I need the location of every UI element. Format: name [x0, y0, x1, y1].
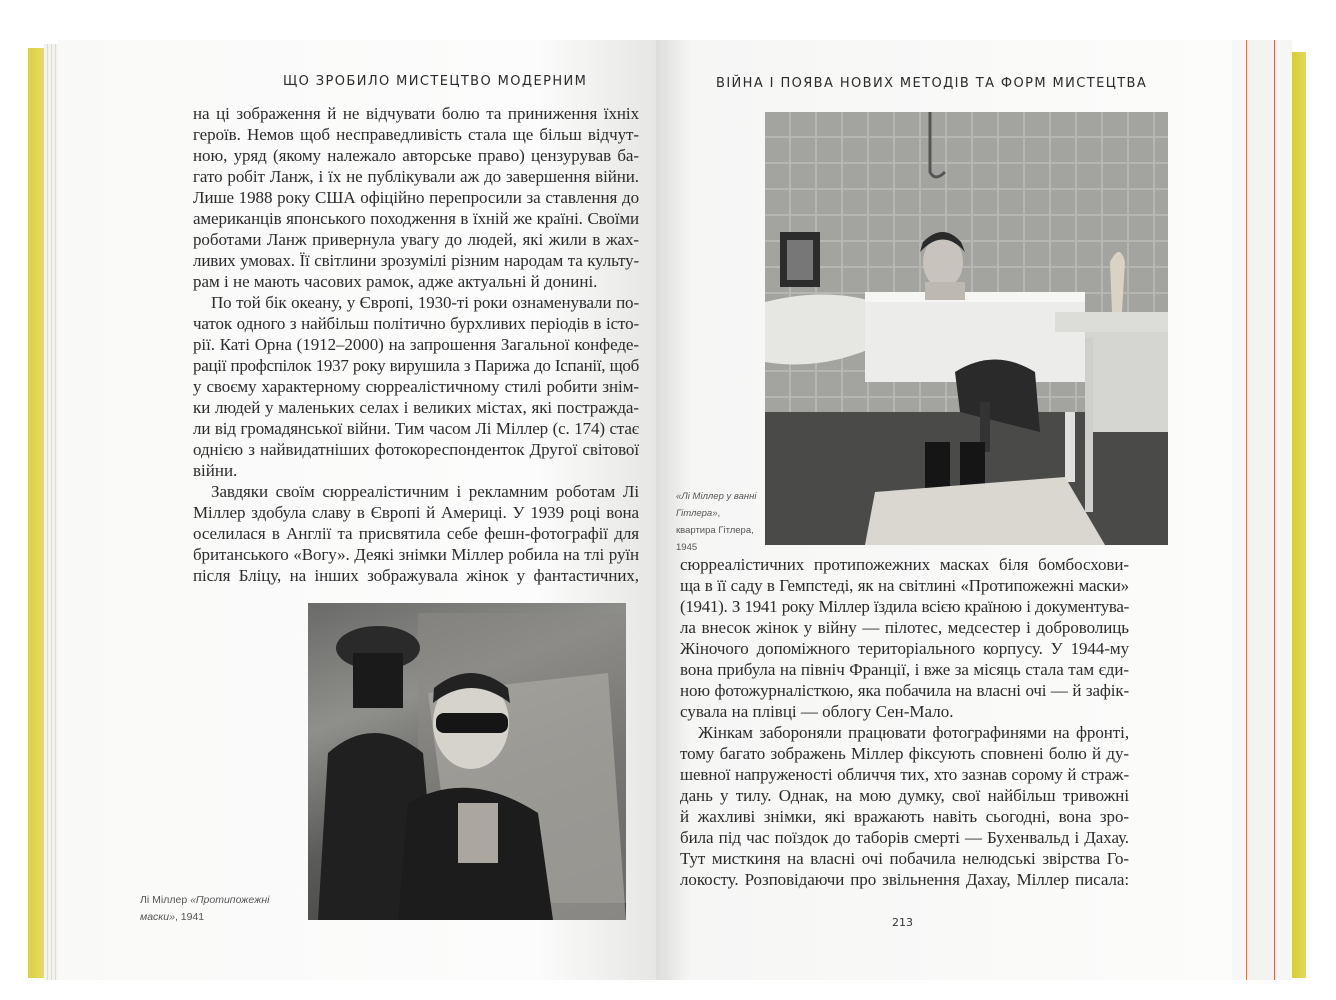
- text-line: на ці зображення й не відчувати болю та приниження їхніх: [193, 104, 639, 123]
- text-line: роботами Ланж привернула увагу до людей, які жили в жах-: [193, 230, 639, 249]
- text-line: війни.: [193, 461, 238, 480]
- text-line: Міллер здобула славу в Європі й Америці. У 1939 році вона: [193, 503, 639, 522]
- photo-bathtub-illustration: [765, 112, 1168, 545]
- text-line: героїв. Немов щоб несправедливість стала ще більш відчут-: [193, 125, 639, 144]
- text-line: ливих умовах. Її світлини зрозумілі різним народам та культу-: [193, 251, 639, 270]
- text-line: рії. Каті Орна (1912–2000) на запрошення Загальної конфеде-: [193, 335, 639, 354]
- text-line: ла внесок жінок у війну — пілотес, медсестер і доброволиць: [680, 618, 1129, 637]
- text-line: ли від громадянської війни. Тим часом Лі Міллер (с. 174) стає: [193, 419, 639, 438]
- text-line: гато робіт Ланж, і їх не публікували аж до завершення війни.: [193, 167, 639, 186]
- caption-year: , 1941: [174, 911, 205, 923]
- text-line: й жахливі знімки, які вражають навіть сьогодні, вона зро-: [680, 807, 1129, 826]
- text-line: Жінкам забороняли працювати фотографинями на фронті,: [698, 723, 1129, 742]
- text-line: після Бліцу, на інших зображувала жінок у фантастичних,: [193, 566, 639, 585]
- left-photo-caption: [140, 892, 302, 926]
- caption-title: «Протипожежні маски»: [140, 894, 270, 923]
- photo-fire-masks: [308, 603, 626, 920]
- text-line: Тут мисткиня на власні очі побачила нелюдські звірства Го-: [680, 849, 1129, 868]
- right-running-head: ВІЙНА І ПОЯВА НОВИХ МЕТОДІВ ТА ФОРМ МИСТЕЦТВА: [716, 76, 1148, 91]
- text-line: ки людей у маленьких селах і великих містах, які постражда-: [193, 398, 639, 417]
- text-line: По той бік океану, у Європі, 1930-ті роки ознаменували по-: [211, 293, 639, 312]
- book-edge-yellow-left: [28, 48, 44, 978]
- text-line: шевної напруженості обличчя тих, хто зазнав сорому й страж-: [680, 765, 1129, 784]
- caption-author: Лі Міллер: [140, 894, 191, 906]
- text-line: Лише 1988 року США офіційно перепросили за ставлення до: [193, 188, 639, 207]
- text-line: американців японського походження в їхній же країні. Своїми: [193, 209, 639, 228]
- text-line: вона прибула на північ Франції, і вже за місяць стала там єди-: [680, 660, 1129, 679]
- text-line: рації профспілок 1937 року вирушила з Парижа до Іспанії, щоб: [193, 356, 639, 375]
- page-number: 213: [892, 916, 913, 929]
- book-page-edges-left: [44, 44, 58, 980]
- right-body-text: [680, 554, 1129, 890]
- text-line: Завдяки своїм сюрреалістичним і рекламним роботам Лі: [211, 482, 639, 501]
- text-line: британського «Вогу». Деякі знімки Міллер робила на тлі руїн: [193, 545, 639, 564]
- text-line: сюрреалістичних протипожежних масках біля бомбосхови-: [680, 555, 1129, 574]
- text-line: дань у тилу. Однак, на мою думку, свої найбільш тривожні: [680, 786, 1129, 805]
- text-line: оселилася в Англії та присвятила себе фешн-фотографії для: [193, 524, 639, 543]
- text-line: ща в її саду в Гемпстеді, як на світлині «Протипожежні маски»: [680, 576, 1129, 595]
- text-line: ною, уряд (якому належало авторське право) цензурував ба-: [193, 146, 639, 165]
- book-edge-yellow-right: [1292, 52, 1306, 978]
- text-line: била під час поїздок до таборів смерті — Бухенвальд і Дахау.: [680, 828, 1129, 847]
- right-photo-caption: [676, 488, 762, 556]
- text-line: тому багато зображень Міллер фіксують сповнені болю й ду-: [680, 744, 1129, 763]
- left-running-head: ЩО ЗРОБИЛО МИСТЕЦТВО МОДЕРНИМ: [283, 74, 588, 89]
- text-line: однією з найвидатніших фотокореспонденток Другої світової: [193, 440, 639, 459]
- book-page-edges-right: [1232, 40, 1292, 980]
- text-line: рам і не мають часових рамок, адже актуальні й донині.: [193, 272, 598, 291]
- text-line: Жіночого допоміжного територіального корпусу. У 1944-му: [680, 639, 1129, 658]
- photo-bathtub: [765, 112, 1168, 545]
- caption-rest: , квартира Гітлера, 1945: [676, 508, 754, 553]
- text-line: (1941). З 1941 року Міллер їздила всією країною і документува-: [680, 597, 1129, 616]
- text-line: у своєму характерному сюрреалістичному стилі робити знім-: [193, 377, 639, 396]
- left-body-text: [193, 103, 639, 586]
- photo-fire-masks-illustration: [308, 603, 626, 920]
- caption-title: «Лі Міллер у ванні Гітлера»: [676, 491, 757, 519]
- text-line: чаток одного з найбільш політично бурхливих періодів в істо-: [193, 314, 639, 333]
- text-line: ною фотожурналісткою, яка побачила на власні очі — й зафік-: [680, 681, 1129, 700]
- text-line: сувала на плівці — облогу Сен-Мало.: [680, 702, 954, 721]
- text-line: локосту. Розповідаючи про звільнення Дахау, Міллер писала:: [680, 870, 1129, 889]
